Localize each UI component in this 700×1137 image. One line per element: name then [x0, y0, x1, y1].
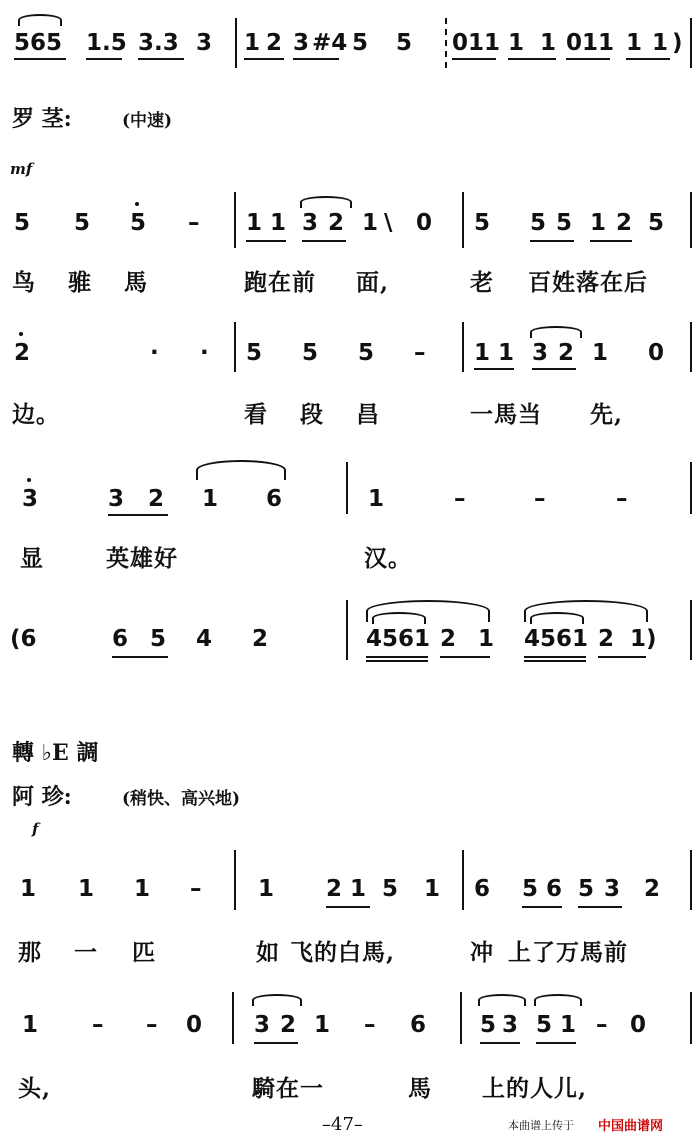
underline [452, 58, 496, 60]
lyric: 騎在一 [252, 1075, 324, 1102]
note: (6 [10, 626, 37, 652]
note: 6 [266, 486, 283, 512]
octave-dot [27, 478, 31, 482]
note: 5 [522, 876, 539, 902]
bar-line [232, 992, 234, 1044]
dash: – [616, 486, 628, 512]
bar-line [462, 850, 464, 910]
note-group: 4561 [366, 626, 431, 652]
note: 5 [480, 1012, 497, 1038]
lyric: 匹 [132, 939, 156, 966]
note: 2 [328, 210, 345, 236]
note: 1 [474, 340, 491, 366]
note: 2 [14, 340, 31, 366]
dash: – [188, 210, 200, 236]
note: 6 [112, 626, 129, 652]
note: 1 [424, 876, 441, 902]
note: 2 [558, 340, 575, 366]
note: 0 [416, 210, 433, 236]
bar-line [234, 192, 236, 248]
note: 2 [644, 876, 661, 902]
note: #4 [312, 30, 348, 56]
dot-extension: · [200, 340, 209, 366]
bar-line [690, 18, 692, 68]
note: 5 [578, 876, 595, 902]
note: 1 [362, 210, 379, 236]
note: 5 [556, 210, 573, 236]
underline [508, 58, 556, 60]
speaker-name: 阿 珍: [12, 784, 72, 810]
note: 5 [352, 30, 369, 56]
underline [474, 368, 514, 370]
dash: – [454, 486, 466, 512]
lyric: 汉。 [364, 545, 412, 572]
underline [108, 514, 168, 516]
lyric: 跑在前 [244, 269, 316, 296]
note: 3 [293, 30, 310, 56]
note: 5 [474, 210, 491, 236]
note: 3 [532, 340, 549, 366]
lyric: 昌 [356, 401, 380, 428]
note: 5 [358, 340, 375, 366]
underline [530, 240, 574, 242]
note: 3 [22, 486, 39, 512]
slur [530, 326, 582, 338]
note: 1 [22, 1012, 39, 1038]
bar-line [690, 322, 692, 372]
lyric: 上的人儿, [482, 1075, 588, 1102]
page-number: –47– [322, 1114, 363, 1135]
note: 5 [648, 210, 665, 236]
note-group: 565 [14, 30, 63, 56]
note: 5 [382, 876, 399, 902]
note: 1 [498, 340, 515, 366]
note: 0 [648, 340, 665, 366]
note: ) [672, 30, 683, 56]
underline [302, 240, 346, 242]
note: 2 [326, 876, 343, 902]
note: 1 [652, 30, 669, 56]
note: 3 [196, 30, 213, 56]
underline [590, 240, 632, 242]
lyric: 英雄好 [106, 545, 178, 572]
note: 3 [108, 486, 125, 512]
note: 1 [134, 876, 151, 902]
note: 1 [478, 626, 495, 652]
underline [480, 1042, 520, 1044]
note: 1 [270, 210, 287, 236]
bar-line [690, 850, 692, 910]
underline [86, 58, 122, 60]
dash: – [596, 1012, 608, 1038]
note: 5 [396, 30, 413, 56]
note: 6 [410, 1012, 427, 1038]
note: 3 [254, 1012, 271, 1038]
lyric: 边。 [12, 401, 60, 428]
tempo-marking: (中速) [122, 111, 173, 131]
underline [578, 906, 622, 908]
underline [598, 656, 646, 658]
underline [366, 660, 428, 662]
underline [244, 58, 284, 60]
underline [566, 58, 610, 60]
note: 3 [604, 876, 621, 902]
slur [252, 994, 302, 1006]
note: 2 [266, 30, 283, 56]
octave-dot [135, 202, 139, 206]
underline [254, 1042, 298, 1044]
note: 6 [474, 876, 491, 902]
note: 5 [150, 626, 167, 652]
bar-line [346, 462, 348, 514]
lyric: 鸟 [12, 269, 36, 296]
note: 5 [530, 210, 547, 236]
note: 0 [566, 30, 583, 56]
note: 1 [202, 486, 219, 512]
underline [522, 906, 562, 908]
speaker-name: 罗 茎: [12, 106, 72, 132]
note: 2 [252, 626, 269, 652]
lyric: 显 [20, 545, 44, 572]
note: 0 [630, 1012, 647, 1038]
lyric: 上了万馬前 [508, 939, 628, 966]
note: 6 [546, 876, 563, 902]
bar-line [346, 600, 348, 660]
note: 3 [502, 1012, 519, 1038]
lyric: 馬 [408, 1075, 432, 1102]
note: 5 [246, 340, 263, 366]
lyric: 百姓落在后 [528, 269, 648, 296]
note: 1 [244, 30, 261, 56]
lyric: 段 [300, 401, 324, 428]
upload-note: 本曲谱上传于 [508, 1120, 574, 1132]
lyric: 头, [18, 1075, 52, 1102]
note: 1 [626, 30, 643, 56]
lyric: 骓 [68, 269, 92, 296]
dash: – [92, 1012, 104, 1038]
underline [524, 660, 586, 662]
lyric: 飞的白馬, [290, 939, 396, 966]
bar-line [690, 600, 692, 660]
bar-line [462, 192, 464, 248]
note: 3 [302, 210, 319, 236]
note: 1 [368, 486, 385, 512]
note: 5 [302, 340, 319, 366]
note: 1 [258, 876, 275, 902]
dash: – [190, 876, 202, 902]
note: 2 [598, 626, 615, 652]
note: 3.3 [138, 30, 179, 56]
bar-line [460, 992, 462, 1044]
dash: – [414, 340, 426, 366]
underline [326, 906, 370, 908]
note: 0 [452, 30, 469, 56]
note: 1 [350, 876, 367, 902]
underline [536, 1042, 576, 1044]
note: 1 [560, 1012, 577, 1038]
note: 0 [186, 1012, 203, 1038]
lyric: 一馬当 [470, 401, 542, 428]
bar-line [690, 462, 692, 514]
dynamic-marking: f [32, 820, 39, 838]
note: 2 [280, 1012, 297, 1038]
underline [246, 240, 286, 242]
underline [293, 58, 339, 60]
note: 1 [78, 876, 95, 902]
bar-line [690, 992, 692, 1044]
underline [524, 656, 586, 658]
breath-mark: \ [384, 210, 393, 236]
underline [532, 368, 576, 370]
octave-dot [19, 332, 23, 336]
note: 1.5 [86, 30, 127, 56]
note: 1 [314, 1012, 331, 1038]
note: 1) [630, 626, 657, 652]
note: 2 [616, 210, 633, 236]
note: 1 [540, 30, 557, 56]
note: 11 [582, 30, 615, 56]
underline [112, 656, 168, 658]
note: 2 [148, 486, 165, 512]
underline [366, 656, 428, 658]
note: 5 [74, 210, 91, 236]
lyric: 冲 [470, 939, 494, 966]
underline [440, 656, 490, 658]
bar-line [462, 322, 464, 372]
key-change: 轉 ♭E 調 [12, 740, 99, 766]
underline [14, 58, 66, 60]
underline [626, 58, 670, 60]
slur [534, 994, 582, 1006]
note: 1 [20, 876, 37, 902]
note: 1 [590, 210, 607, 236]
lyric: 馬 [124, 269, 148, 296]
note: 5 [14, 210, 31, 236]
dot-extension: · [150, 340, 159, 366]
slur [18, 14, 62, 26]
lyric: 那 [18, 939, 42, 966]
note: 5 [536, 1012, 553, 1038]
slur [300, 196, 352, 208]
note: 2 [440, 626, 457, 652]
note: 4 [196, 626, 213, 652]
lyric: 一 [74, 939, 98, 966]
dynamic-marking: mf [10, 160, 33, 178]
site-logo: 中国曲谱网 [598, 1118, 664, 1133]
slur [372, 612, 426, 624]
bar-line [690, 192, 692, 248]
slur [478, 994, 526, 1006]
lyric: 如 [256, 939, 280, 966]
underline [138, 58, 184, 60]
bar-line [234, 322, 236, 372]
dashed-bar-line [445, 18, 448, 68]
lyric: 看 [244, 401, 268, 428]
bar-line [234, 850, 236, 910]
dash: – [534, 486, 546, 512]
note: 1 [508, 30, 525, 56]
lyric: 先, [590, 401, 624, 428]
lyric: 面, [356, 269, 390, 296]
note: 5 [130, 210, 147, 236]
slur [196, 460, 286, 480]
slur [530, 612, 584, 624]
note-group: 4561 [524, 626, 589, 652]
dash: – [146, 1012, 158, 1038]
note: 11 [468, 30, 501, 56]
tempo-marking: (稍快、高兴地) [122, 789, 241, 809]
note: 1 [246, 210, 263, 236]
bar-line [235, 18, 237, 68]
dash: – [364, 1012, 376, 1038]
lyric: 老 [470, 269, 494, 296]
note: 1 [592, 340, 609, 366]
